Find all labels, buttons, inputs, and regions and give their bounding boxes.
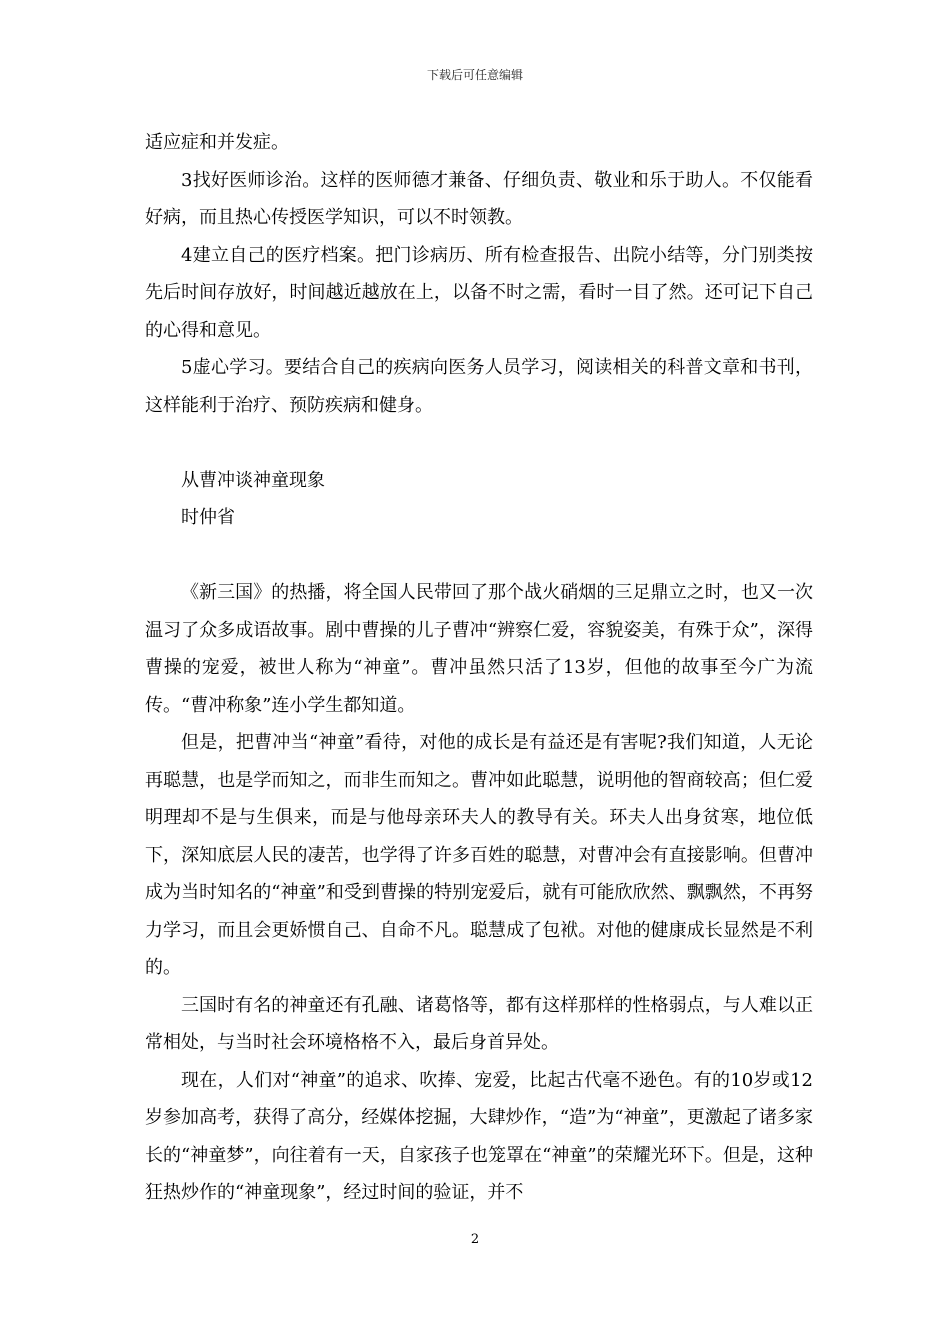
article-title: 从曹冲谈神童现象 <box>181 469 325 491</box>
paragraph-item-3: 3找好医师诊治。这样的医师德才兼备、仔细负责、敬业和乐于助人。不仅能看好病，而且热心传授医学知识，可以不时领教。 <box>145 169 813 228</box>
page-header: 下载后可任意编辑 <box>426 68 523 82</box>
article-paragraph-2: 但是，把曹冲当“神童”看待，对他的成长是有益还是有害呢?我们知道，人无论再聪慧，也是学而知之，而非生而知之。曹冲如此聪慧，说明他的智商较高；但仁爱明理却不是与生俱来，而是与他母亲环夫人的教导有关。环夫人出身贫寒，地位低下，深知底层人民的凄苦，也学得了许多百姓的聪慧，对曹冲会有直接影响。但曹冲成为当时知名的“神童”和受到曹操的特别宠爱后，就有可能欣欣然、飘飘然，不再努力学习，而且会更娇惯自己、自命不凡。聪慧成了包袱。对他的健康成长显然是不利的。 <box>145 732 813 978</box>
article-author: 时仲省 <box>181 507 235 528</box>
article-paragraph-4: 现在，人们对“神童”的追求、吹捧、宠爱，比起古代毫不逊色。有的10岁或12岁参加高考，获得了高分，经媒体挖掘，大肆炒作，“造”为“神童”，更激起了诸多家长的“神童梦”，向往着有一天，自家孩子也笼罩在“神童”的荣耀光环下。但是，这种狂热炒作的“神童现象”，经过时间的验证，并不 <box>145 1069 813 1203</box>
article-paragraph-3: 三国时有名的神童还有孔融、诸葛恪等，都有这样那样的性格弱点，与人难以正常相处，与当时社会环境格格不入，最后身首异处。 <box>145 994 813 1053</box>
paragraph-item-4: 4建立自己的医疗档案。把门诊病历、所有检查报告、出院小结等，分门别类按先后时间存放好，时间越近越放在上，以备不时之需，看时一目了然。还可记下自己的心得和意见。 <box>145 244 813 341</box>
spacer <box>145 537 813 575</box>
document-body <box>145 124 813 1212</box>
article-paragraph-1: 《新三国》的热播，将全国人民带回了那个战火硝烟的三足鼎立之时，也又一次温习了众多成语故事。剧中曹操的儿子曹冲“辨察仁爱，容貌姿美，有殊于众”，深得曹操的宠爱，被世人称为“神童”。曹冲虽然只活了13岁，但他的故事至今广为流传。“曹冲称象”连小学生都知道。 <box>145 582 813 716</box>
paragraph-item-5: 5虚心学习。要结合自己的疾病向医务人员学习，阅读相关的科普文章和书刊，这样能利于治疗、预防疾病和健身。 <box>145 357 813 416</box>
paragraph-continued: 适应症和并发症。 <box>145 132 289 153</box>
spacer <box>145 424 813 462</box>
page-number: 2 <box>470 1232 480 1247</box>
